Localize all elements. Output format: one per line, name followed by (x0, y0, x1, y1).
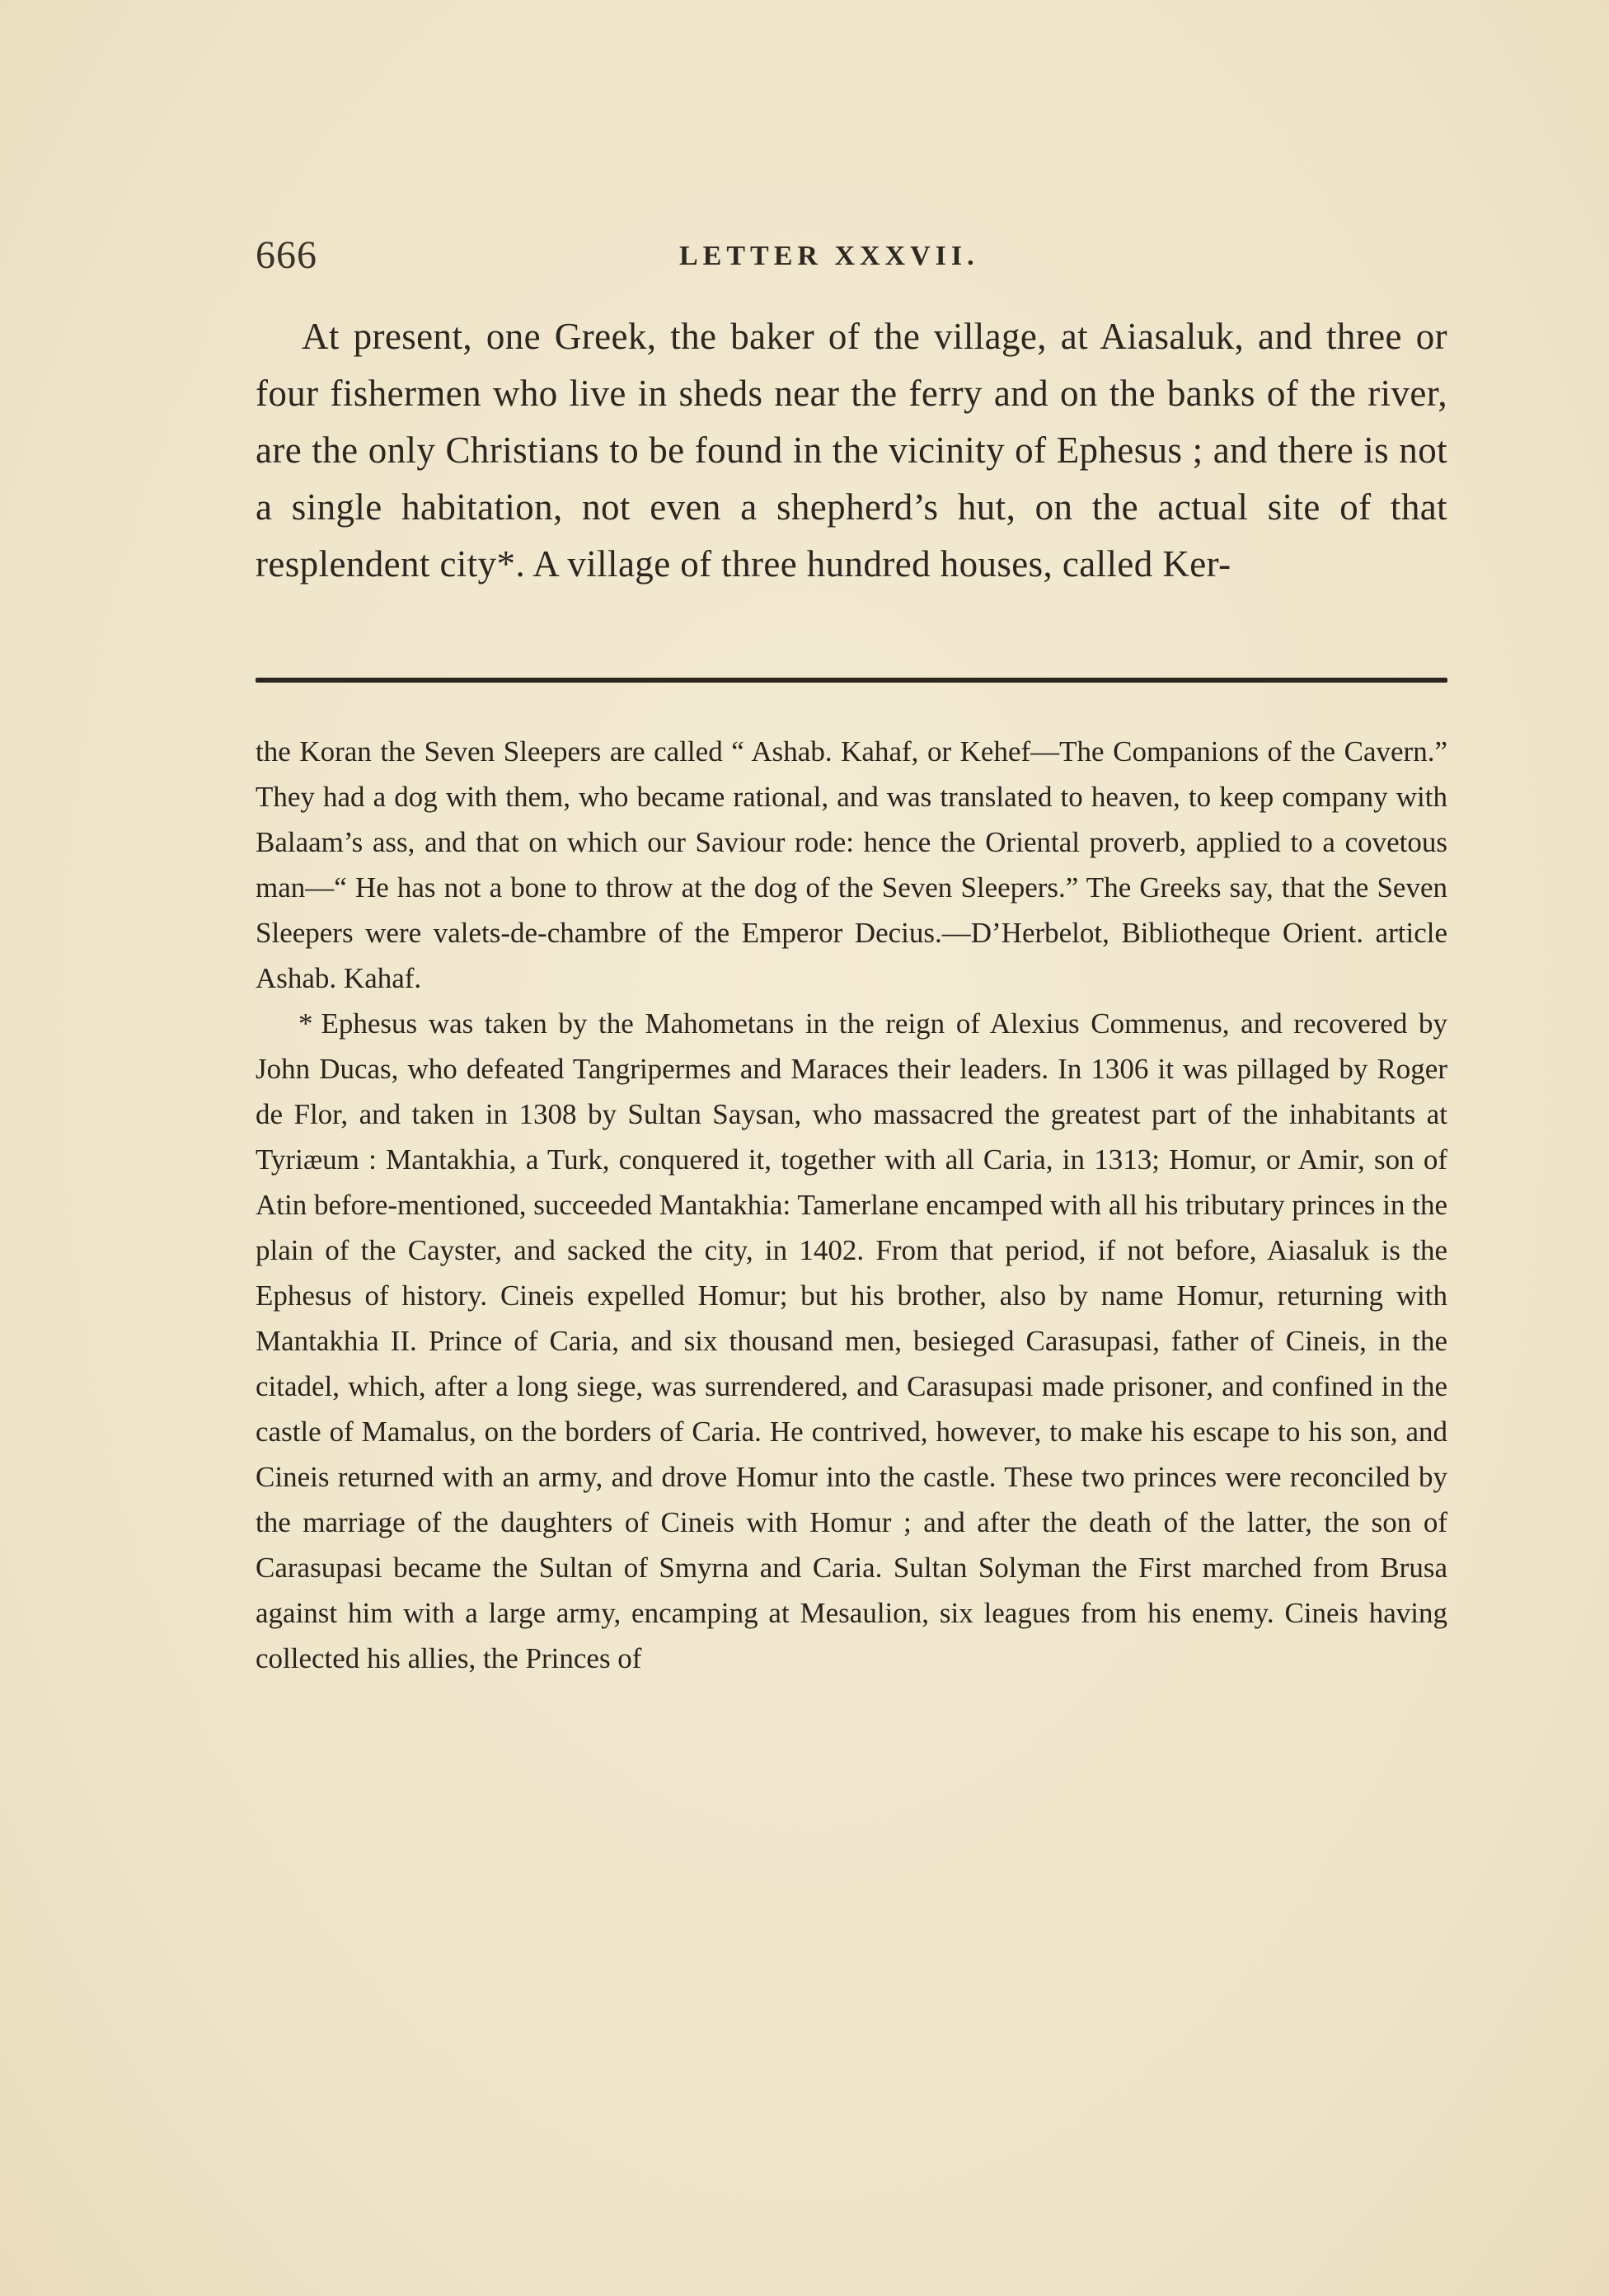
footnote-continuation: the Koran the Seven Sleepers are called “ Ashab. Kahaf, or Kehef—The Companions of the Cavern.” They had a dog with them, who became rational, and was translated to heaven, to keep company with Balaam’s ass, and that on which our Saviour rode: hence the Oriental proverb, applied to a covetous man—“ He has not a bone to throw at the dog of the Seven Sleepers.” The Greeks say, that the Seven Sleepers were valets-de-chambre of the Emperor Decius.—D’Herbelot, Bibliotheque Orient. article Ashab. Kahaf. (256, 735, 1447, 994)
footnote-star (256, 1001, 1447, 1681)
page-header (256, 232, 1451, 282)
footnotes (256, 729, 1447, 1681)
page-number: 666 (256, 233, 317, 277)
footnote-rule (256, 678, 1447, 683)
main-paragraph: At present, one Greek, the baker of the village, at Aiasaluk, and three or four fishermen who live in sheds near the ferry and on the banks of the river, are the only Christians to be found in the vicinity of Ephesus ; and there is not a single habitation, not even a shepherd’s hut, on the actual site of that resplendent city*. A village of three hundred houses, called Ker- (256, 316, 1447, 585)
running-head: LETTER XXXVII. (679, 241, 979, 271)
footnote-star-text: Ephesus was taken by the Mahometans in the reign of Alexius Commenus, and recovered by John Ducas, who defeated Tangripermes and Maraces their leaders. In 1306 it was pillaged by Roger de Flor, and taken in 1308 by Sultan Saysan, who massacred the greatest part of the inhabitants at Tyriæum : Mantakhia, a Turk, conquered it, together with all Caria, in 1313; Homur, or Amir, son of Atin before-mentioned, succeeded Mantakhia: Tamerlane encamped with all his tributary princes in the plain of the Cayster, and sacked the city, in 1402. From that period, if not before, Aiasaluk is the Ephesus of history. Cineis expelled Homur; but his brother, also by name Homur, returning with Mantakhia II. Prince of Caria, and six thousand men, besieged Carasupasi, father of Cineis, in the citadel, which, after a long siege, was surrendered, and Carasupasi made prisoner, and confined in the castle of Mamalus, on the borders of Caria. He contrived, however, to make his escape to his son, and Cineis returned with an army, and drove Homur into the castle. These two princes were reconciled by the marriage of the daughters of Cineis with Homur ; and after the death of the latter, the son of Carasupasi became the Sultan of Smyrna and Caria. Sultan Solyman the First marched from Brusa against him with a large army, encamping at Mesaulion, six leagues from his enemy. Cineis having collected his allies, the Princes of (256, 1007, 1447, 1674)
footnote-marker: * (298, 1007, 313, 1040)
